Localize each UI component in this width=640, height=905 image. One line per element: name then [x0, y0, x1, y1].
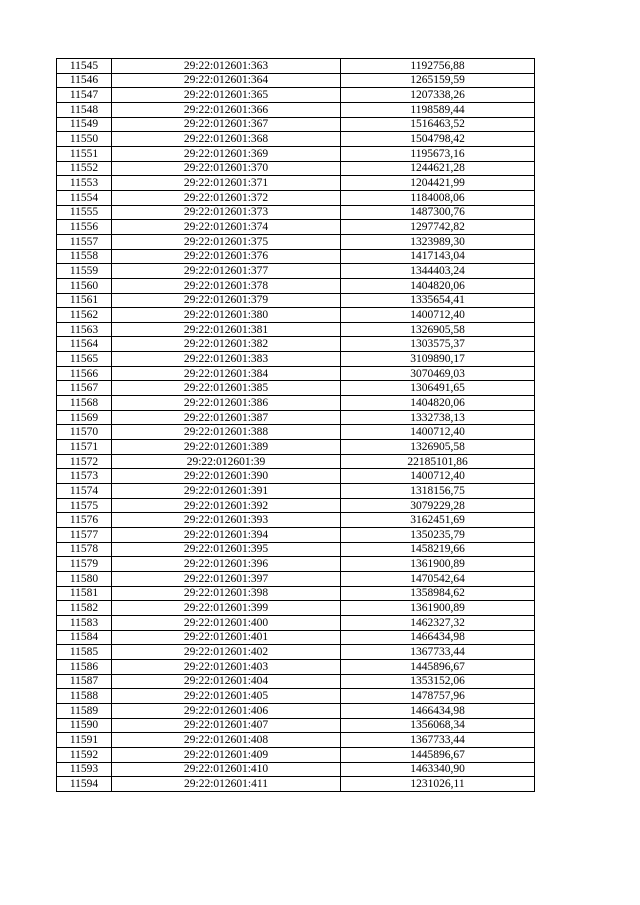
row-number-cell: 11587	[57, 674, 112, 689]
row-number-cell: 11583	[57, 615, 112, 630]
cadastral-number-cell: 29:22:012601:385	[112, 381, 341, 396]
table-row	[57, 733, 535, 748]
table-row	[57, 718, 535, 733]
table-row	[57, 440, 535, 455]
cadastral-value-cell: 1326905,58	[341, 322, 535, 337]
cadastral-value-cell: 1231026,11	[341, 777, 535, 792]
cadastral-value-cell: 1463340,90	[341, 762, 535, 777]
cadastral-number-cell: 29:22:012601:400	[112, 615, 341, 630]
table-row	[57, 146, 535, 161]
row-number-cell: 11574	[57, 484, 112, 499]
cadastral-number-cell: 29:22:012601:376	[112, 249, 341, 264]
row-number-cell: 11548	[57, 102, 112, 117]
row-number-cell: 11552	[57, 161, 112, 176]
cadastral-number-cell: 29:22:012601:39	[112, 454, 341, 469]
row-number-cell: 11573	[57, 469, 112, 484]
table-row	[57, 117, 535, 132]
cadastral-value-cell: 1358984,62	[341, 586, 535, 601]
table-row	[57, 777, 535, 792]
cadastral-value-cell: 1335654,41	[341, 293, 535, 308]
table-row	[57, 264, 535, 279]
cadastral-value-cell: 1332738,13	[341, 410, 535, 425]
row-number-cell: 11554	[57, 190, 112, 205]
row-number-cell: 11546	[57, 73, 112, 88]
cadastral-number-cell: 29:22:012601:394	[112, 528, 341, 543]
cadastral-value-cell: 1207338,26	[341, 88, 535, 103]
row-number-cell: 11559	[57, 264, 112, 279]
cadastral-number-cell: 29:22:012601:374	[112, 220, 341, 235]
table-body	[57, 59, 535, 792]
cadastral-value-cell: 1195673,16	[341, 146, 535, 161]
table-row	[57, 381, 535, 396]
cadastral-value-cell: 22185101,86	[341, 454, 535, 469]
cadastral-value-cell: 3162451,69	[341, 513, 535, 528]
cadastral-value-cell: 3109890,17	[341, 352, 535, 367]
table-row	[57, 674, 535, 689]
cadastral-number-cell: 29:22:012601:367	[112, 117, 341, 132]
cadastral-number-cell: 29:22:012601:411	[112, 777, 341, 792]
row-number-cell: 11586	[57, 659, 112, 674]
cadastral-value-cell: 1306491,65	[341, 381, 535, 396]
table-row	[57, 205, 535, 220]
row-number-cell: 11584	[57, 630, 112, 645]
cadastral-number-cell: 29:22:012601:370	[112, 161, 341, 176]
cadastral-value-cell: 1445896,67	[341, 747, 535, 762]
table-row	[57, 73, 535, 88]
cadastral-number-cell: 29:22:012601:397	[112, 571, 341, 586]
table-row	[57, 161, 535, 176]
cadastral-value-cell: 1318156,75	[341, 484, 535, 499]
cadastral-number-cell: 29:22:012601:393	[112, 513, 341, 528]
table-row	[57, 352, 535, 367]
cadastral-value-cell: 1367733,44	[341, 645, 535, 660]
row-number-cell: 11556	[57, 220, 112, 235]
row-number-cell: 11591	[57, 733, 112, 748]
cadastral-value-cell: 1487300,76	[341, 205, 535, 220]
cadastral-value-cell: 1458219,66	[341, 542, 535, 557]
table-row	[57, 132, 535, 147]
cadastral-value-cell: 1353152,06	[341, 674, 535, 689]
row-number-cell: 11580	[57, 571, 112, 586]
cadastral-number-cell: 29:22:012601:364	[112, 73, 341, 88]
table-row	[57, 645, 535, 660]
row-number-cell: 11593	[57, 762, 112, 777]
cadastral-value-cell: 1367733,44	[341, 733, 535, 748]
row-number-cell: 11568	[57, 396, 112, 411]
cadastral-number-cell: 29:22:012601:390	[112, 469, 341, 484]
cadastral-number-cell: 29:22:012601:375	[112, 234, 341, 249]
table-row	[57, 484, 535, 499]
table-row	[57, 571, 535, 586]
cadastral-value-cell: 1265159,59	[341, 73, 535, 88]
table-row	[57, 88, 535, 103]
row-number-cell: 11557	[57, 234, 112, 249]
cadastral-number-cell: 29:22:012601:365	[112, 88, 341, 103]
cadastral-value-cell: 1478757,96	[341, 689, 535, 704]
cadastral-value-cell: 3079229,28	[341, 498, 535, 513]
row-number-cell: 11582	[57, 601, 112, 616]
row-number-cell: 11571	[57, 440, 112, 455]
table-row	[57, 762, 535, 777]
cadastral-number-cell: 29:22:012601:398	[112, 586, 341, 601]
table-row	[57, 234, 535, 249]
row-number-cell: 11577	[57, 528, 112, 543]
cadastral-value-cell: 1350235,79	[341, 528, 535, 543]
cadastral-number-cell: 29:22:012601:382	[112, 337, 341, 352]
cadastral-number-cell: 29:22:012601:405	[112, 689, 341, 704]
table-row	[57, 308, 535, 323]
cadastral-value-cell: 1470542,64	[341, 571, 535, 586]
row-number-cell: 11553	[57, 176, 112, 191]
row-number-cell: 11564	[57, 337, 112, 352]
cadastral-value-cell: 3070469,03	[341, 366, 535, 381]
table-row	[57, 322, 535, 337]
row-number-cell: 11549	[57, 117, 112, 132]
row-number-cell: 11561	[57, 293, 112, 308]
cadastral-value-cell: 1361900,89	[341, 601, 535, 616]
cadastral-number-cell: 29:22:012601:407	[112, 718, 341, 733]
cadastral-number-cell: 29:22:012601:386	[112, 396, 341, 411]
cadastral-value-cell: 1504798,42	[341, 132, 535, 147]
cadastral-value-cell: 1297742,82	[341, 220, 535, 235]
cadastral-number-cell: 29:22:012601:372	[112, 190, 341, 205]
cadastral-number-cell: 29:22:012601:383	[112, 352, 341, 367]
table-row	[57, 513, 535, 528]
cadastral-number-cell: 29:22:012601:363	[112, 59, 341, 74]
cadastral-value-cell: 1516463,52	[341, 117, 535, 132]
cadastral-number-cell: 29:22:012601:389	[112, 440, 341, 455]
table-row	[57, 469, 535, 484]
row-number-cell: 11572	[57, 454, 112, 469]
cadastral-value-cell: 1323989,30	[341, 234, 535, 249]
table-row	[57, 366, 535, 381]
cadastral-number-cell: 29:22:012601:406	[112, 703, 341, 718]
cadastral-number-cell: 29:22:012601:366	[112, 102, 341, 117]
table-row	[57, 498, 535, 513]
cadastral-number-cell: 29:22:012601:399	[112, 601, 341, 616]
cadastral-value-cell: 1244621,28	[341, 161, 535, 176]
cadastral-number-cell: 29:22:012601:395	[112, 542, 341, 557]
cadastral-value-cell: 1192756,88	[341, 59, 535, 74]
row-number-cell: 11579	[57, 557, 112, 572]
cadastral-number-cell: 29:22:012601:388	[112, 425, 341, 440]
row-number-cell: 11547	[57, 88, 112, 103]
table-row	[57, 703, 535, 718]
cadastral-value-cell: 1361900,89	[341, 557, 535, 572]
cadastral-number-cell: 29:22:012601:369	[112, 146, 341, 161]
cadastral-number-cell: 29:22:012601:379	[112, 293, 341, 308]
row-number-cell: 11594	[57, 777, 112, 792]
cadastral-number-cell: 29:22:012601:384	[112, 366, 341, 381]
cadastral-value-cell: 1445896,67	[341, 659, 535, 674]
table-row	[57, 557, 535, 572]
table-row	[57, 630, 535, 645]
table-row	[57, 190, 535, 205]
document-page	[56, 58, 534, 792]
cadastral-value-cell: 1184008,06	[341, 190, 535, 205]
table-row	[57, 220, 535, 235]
cadastral-value-cell: 1466434,98	[341, 630, 535, 645]
table-row	[57, 337, 535, 352]
cadastral-number-cell: 29:22:012601:392	[112, 498, 341, 513]
table-row	[57, 396, 535, 411]
row-number-cell: 11592	[57, 747, 112, 762]
cadastral-number-cell: 29:22:012601:408	[112, 733, 341, 748]
table-row	[57, 528, 535, 543]
table-row	[57, 454, 535, 469]
table-row	[57, 542, 535, 557]
cadastral-value-cell: 1400712,40	[341, 308, 535, 323]
cadastral-value-cell: 1462327,32	[341, 615, 535, 630]
row-number-cell: 11558	[57, 249, 112, 264]
cadastral-value-cell: 1466434,98	[341, 703, 535, 718]
row-number-cell: 11566	[57, 366, 112, 381]
table-row	[57, 615, 535, 630]
cadastral-value-cell: 1404820,06	[341, 396, 535, 411]
cadastral-value-cell: 1356068,34	[341, 718, 535, 733]
row-number-cell: 11578	[57, 542, 112, 557]
row-number-cell: 11565	[57, 352, 112, 367]
cadastral-number-cell: 29:22:012601:368	[112, 132, 341, 147]
cadastral-number-cell: 29:22:012601:391	[112, 484, 341, 499]
cadastral-number-cell: 29:22:012601:387	[112, 410, 341, 425]
row-number-cell: 11589	[57, 703, 112, 718]
row-number-cell: 11567	[57, 381, 112, 396]
table-row	[57, 601, 535, 616]
table-row	[57, 586, 535, 601]
table-row	[57, 659, 535, 674]
table-row	[57, 689, 535, 704]
cadastral-value-cell: 1404820,06	[341, 278, 535, 293]
cadastral-number-cell: 29:22:012601:403	[112, 659, 341, 674]
row-number-cell: 11588	[57, 689, 112, 704]
cadastral-number-cell: 29:22:012601:378	[112, 278, 341, 293]
table-row	[57, 747, 535, 762]
cadastral-value-cell: 1204421,99	[341, 176, 535, 191]
cadastral-value-table	[56, 58, 535, 792]
row-number-cell: 11562	[57, 308, 112, 323]
cadastral-number-cell: 29:22:012601:377	[112, 264, 341, 279]
cadastral-number-cell: 29:22:012601:410	[112, 762, 341, 777]
table-row	[57, 59, 535, 74]
row-number-cell: 11550	[57, 132, 112, 147]
cadastral-value-cell: 1400712,40	[341, 425, 535, 440]
row-number-cell: 11590	[57, 718, 112, 733]
cadastral-value-cell: 1417143,04	[341, 249, 535, 264]
row-number-cell: 11569	[57, 410, 112, 425]
table-row	[57, 249, 535, 264]
cadastral-value-cell: 1198589,44	[341, 102, 535, 117]
row-number-cell: 11570	[57, 425, 112, 440]
row-number-cell: 11545	[57, 59, 112, 74]
cadastral-number-cell: 29:22:012601:380	[112, 308, 341, 323]
cadastral-number-cell: 29:22:012601:402	[112, 645, 341, 660]
table-row	[57, 278, 535, 293]
table-row	[57, 102, 535, 117]
table-row	[57, 176, 535, 191]
cadastral-number-cell: 29:22:012601:409	[112, 747, 341, 762]
cadastral-number-cell: 29:22:012601:373	[112, 205, 341, 220]
cadastral-number-cell: 29:22:012601:396	[112, 557, 341, 572]
cadastral-value-cell: 1400712,40	[341, 469, 535, 484]
table-row	[57, 410, 535, 425]
cadastral-value-cell: 1326905,58	[341, 440, 535, 455]
cadastral-number-cell: 29:22:012601:371	[112, 176, 341, 191]
table-row	[57, 293, 535, 308]
row-number-cell: 11575	[57, 498, 112, 513]
row-number-cell: 11560	[57, 278, 112, 293]
cadastral-number-cell: 29:22:012601:381	[112, 322, 341, 337]
row-number-cell: 11576	[57, 513, 112, 528]
row-number-cell: 11555	[57, 205, 112, 220]
row-number-cell: 11563	[57, 322, 112, 337]
row-number-cell: 11585	[57, 645, 112, 660]
row-number-cell: 11581	[57, 586, 112, 601]
row-number-cell: 11551	[57, 146, 112, 161]
cadastral-value-cell: 1344403,24	[341, 264, 535, 279]
cadastral-number-cell: 29:22:012601:404	[112, 674, 341, 689]
cadastral-number-cell: 29:22:012601:401	[112, 630, 341, 645]
table-row	[57, 425, 535, 440]
cadastral-value-cell: 1303575,37	[341, 337, 535, 352]
